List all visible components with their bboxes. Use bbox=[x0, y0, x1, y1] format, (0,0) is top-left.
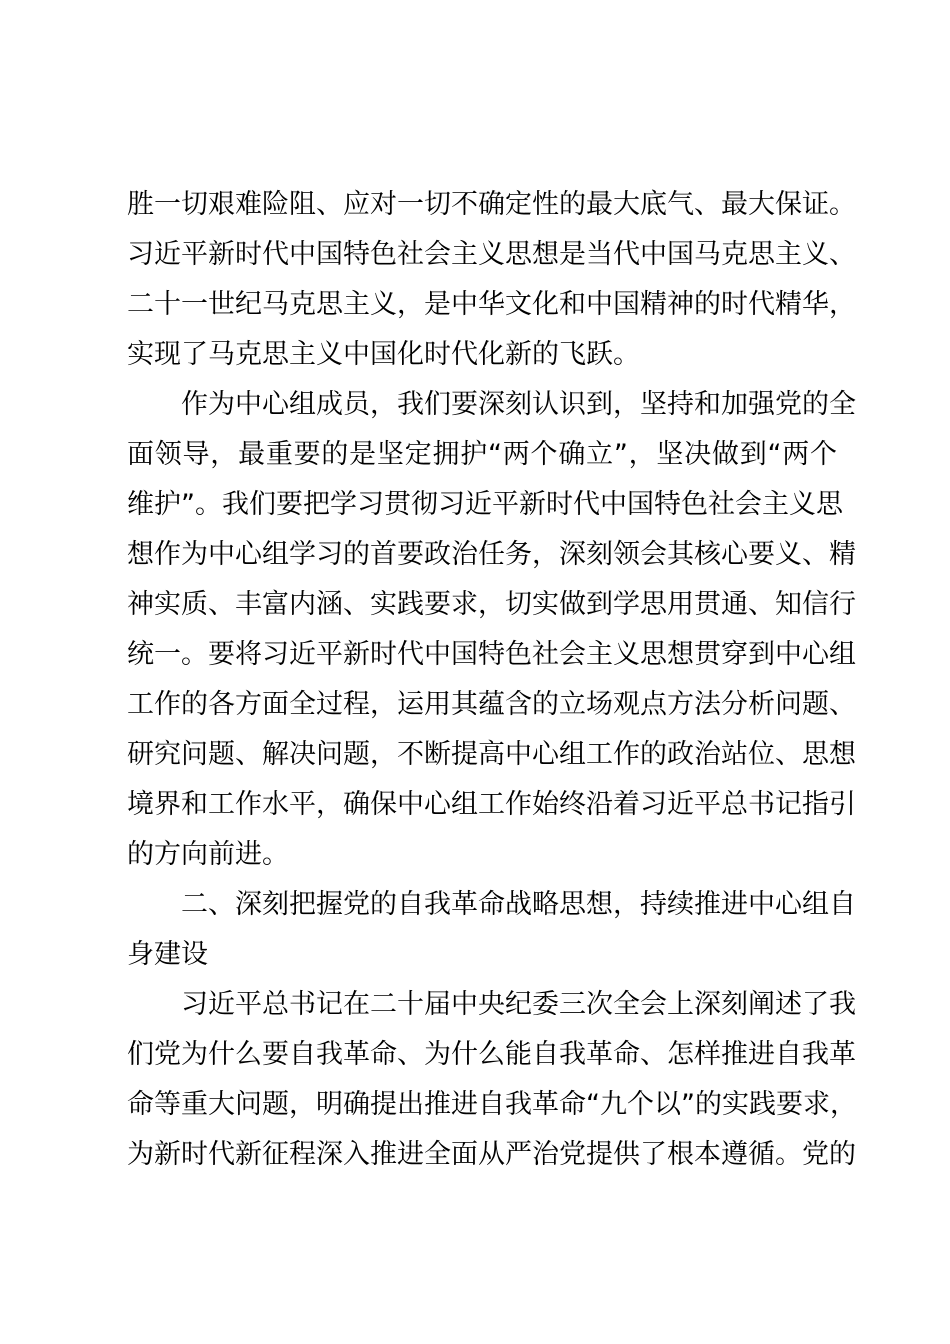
text-line: 胜一切艰难险阻、应对一切不确定性的最大底气、最大保证。 bbox=[127, 189, 856, 220]
text-line: 命等重大问题，明确提出推进自我革命“九个以”的实践要求， bbox=[127, 1089, 857, 1120]
text-line: 二十一世纪马克思主义，是中华文化和中国精神的时代精华， bbox=[127, 289, 856, 320]
text-line: 们党为什么要自我革命、为什么能自我革命、怎样推进自我革 bbox=[127, 1039, 856, 1070]
text-line: 的方向前进。 bbox=[127, 839, 289, 870]
text-line: 维护”。我们要把学习贯彻习近平新时代中国特色社会主义思 bbox=[127, 489, 843, 520]
text-line: 面领导，最重要的是坚定拥护“两个确立”，坚决做到“两个 bbox=[127, 439, 837, 470]
text-line: 神实质、丰富内涵、实践要求，切实做到学思用贯通、知信行 bbox=[127, 589, 856, 620]
document-body bbox=[127, 180, 857, 1180]
text-line: 作为中心组成员，我们要深刻认识到，坚持和加强党的全 bbox=[181, 389, 856, 420]
text-line: 境界和工作水平，确保中心组工作始终沿着习近平总书记指引 bbox=[127, 789, 856, 820]
section-heading: 二、深刻把握党的自我革命战略思想，持续推进中心组自 bbox=[181, 889, 856, 920]
text-line: 研究问题、解决问题，不断提高中心组工作的政治站位、思想 bbox=[127, 739, 856, 770]
text-line: 习近平新时代中国特色社会主义思想是当代中国马克思主义、 bbox=[127, 239, 856, 270]
section-heading: 身建设 bbox=[127, 939, 208, 970]
text-line: 统一。要将习近平新时代中国特色社会主义思想贯穿到中心组 bbox=[127, 639, 856, 670]
text-line: 想作为中心组学习的首要政治任务，深刻领会其核心要义、精 bbox=[127, 539, 856, 570]
text-line: 习近平总书记在二十届中央纪委三次全会上深刻阐述了我 bbox=[181, 989, 856, 1020]
text-line: 为新时代新征程深入推进全面从严治党提供了根本遵循。党的 bbox=[127, 1139, 856, 1170]
text-line: 实现了马克思主义中国化时代化新的飞跃。 bbox=[127, 339, 640, 370]
text-line: 工作的各方面全过程，运用其蕴含的立场观点方法分析问题、 bbox=[127, 689, 856, 720]
